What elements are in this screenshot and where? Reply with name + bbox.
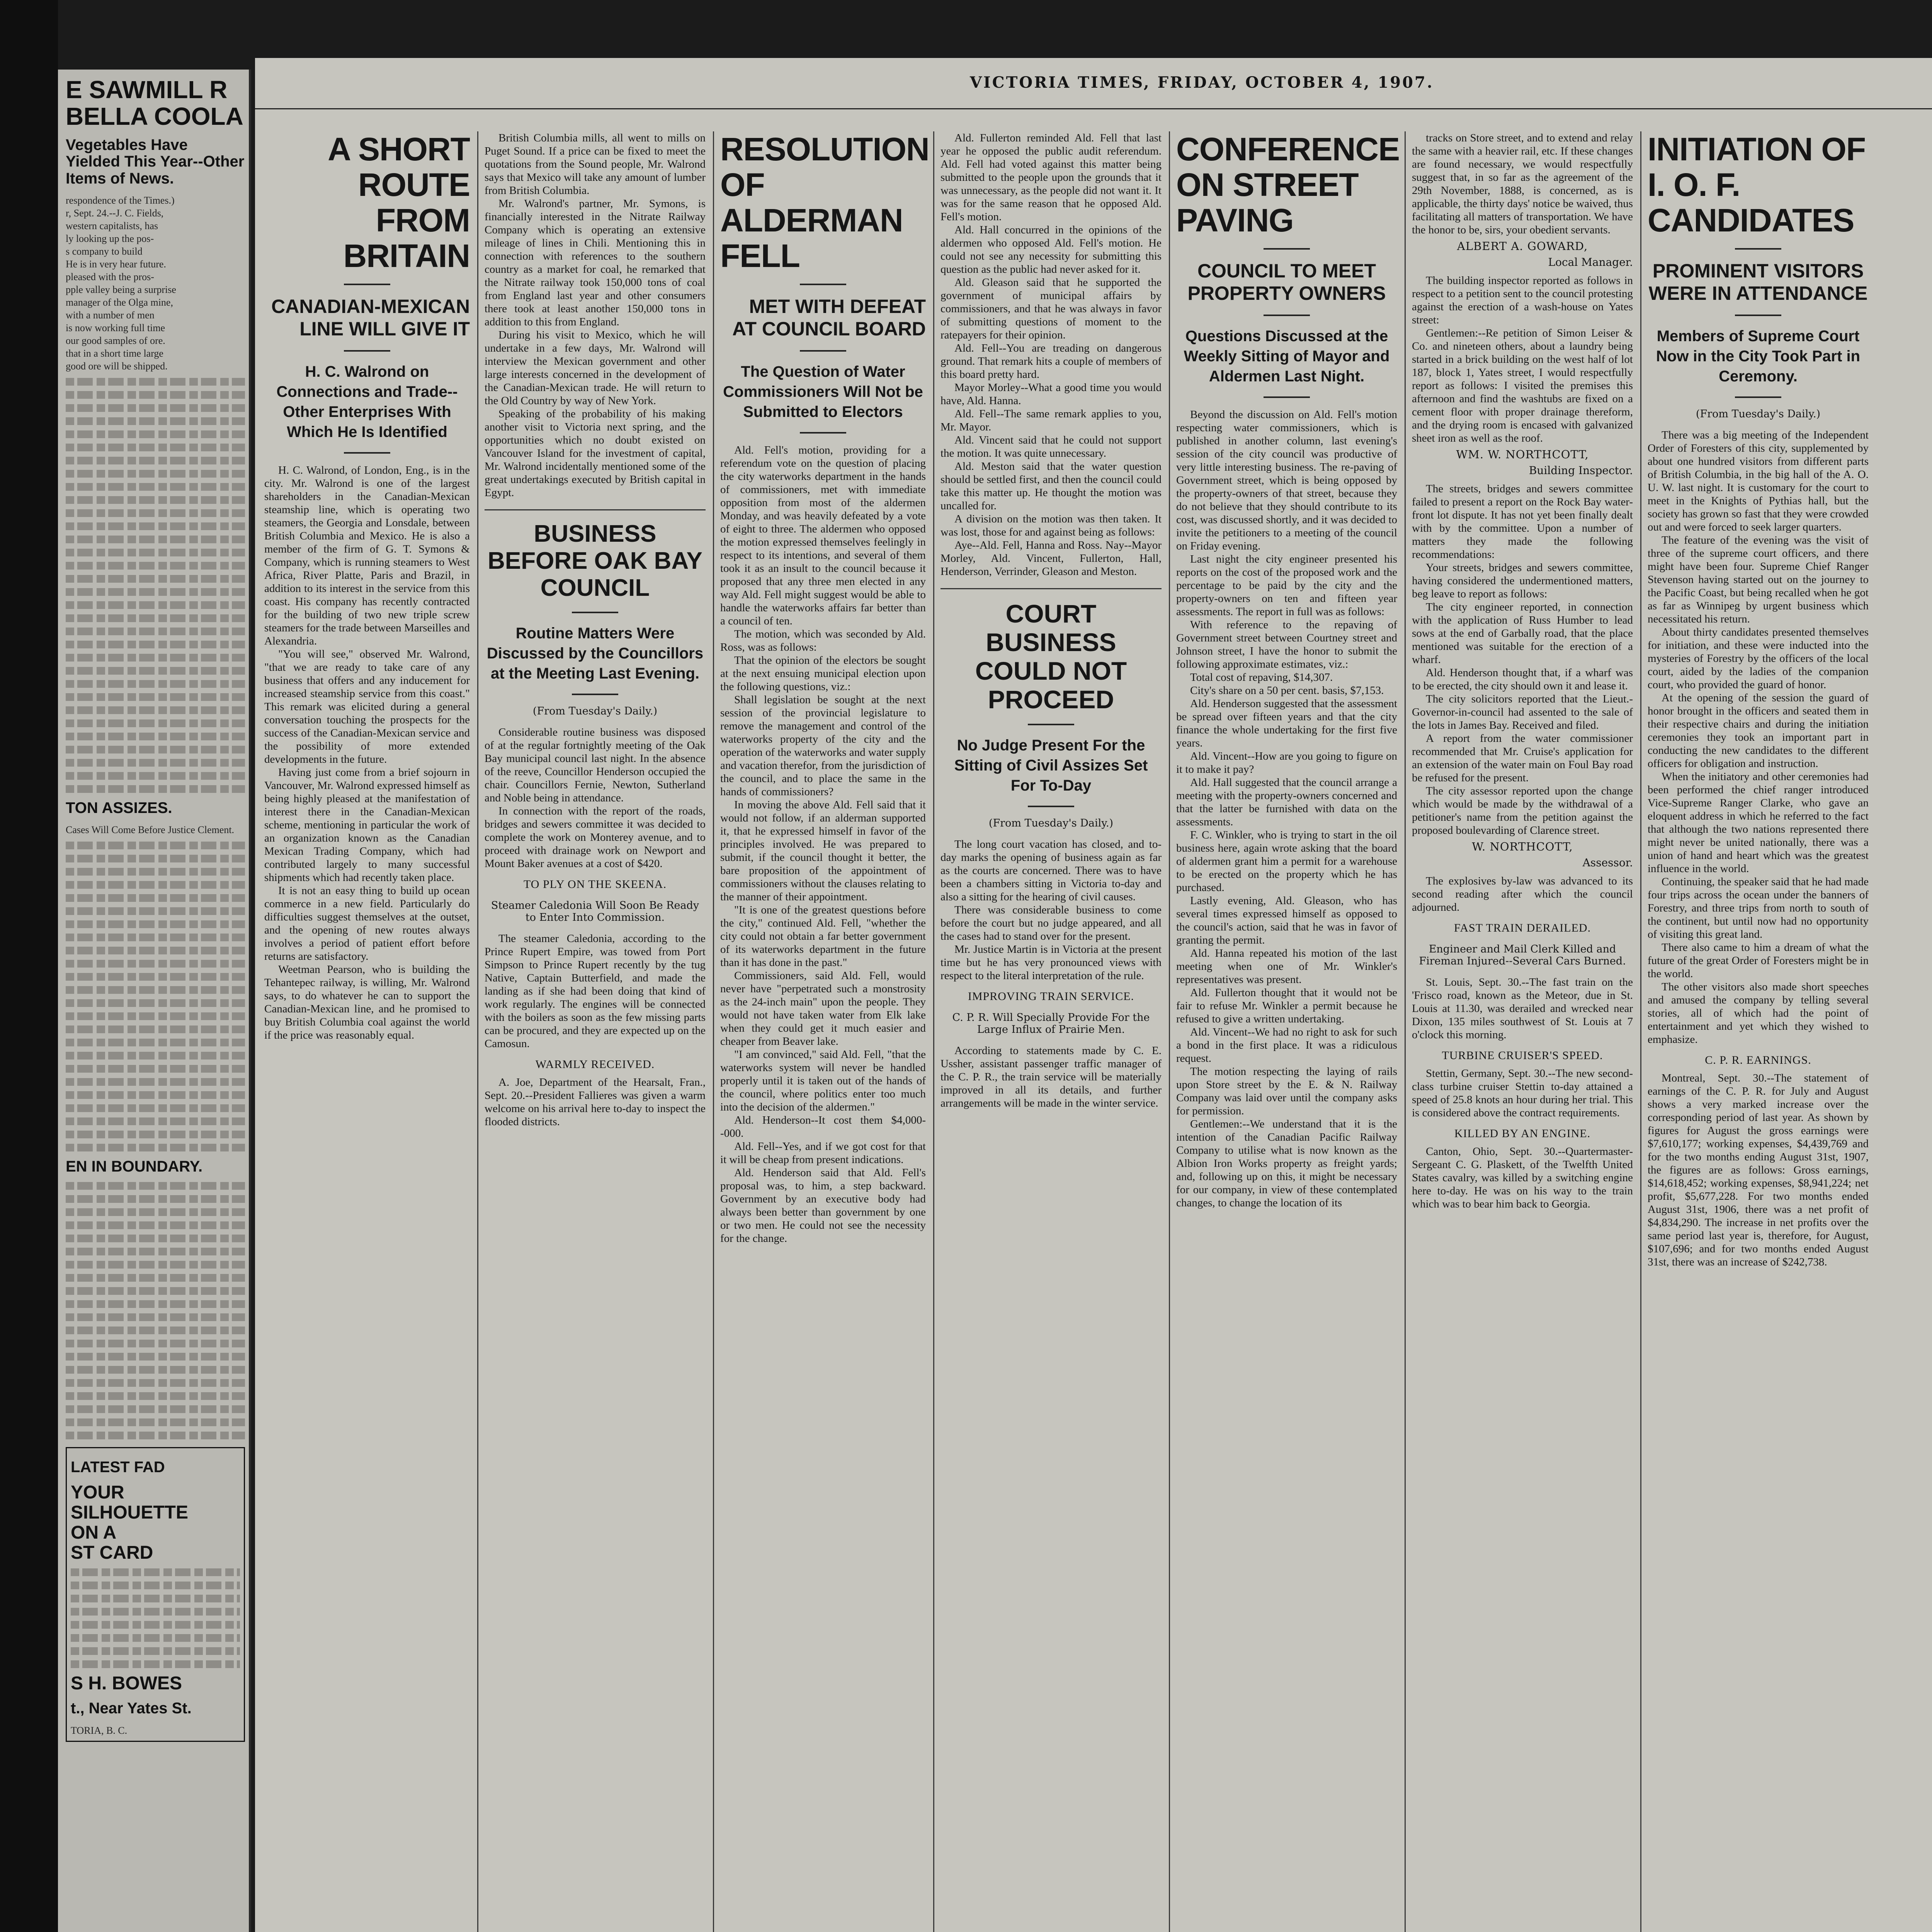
- subhead-skeena: TO PLY ON THE SKEENA.: [524, 878, 667, 891]
- paragraph: About thirty candidates presented themselves for initiation, and these were inducted into the mysteries of Forestry by the officers of the local court, aided by the ladies of the companion court, who provided the guard of honor.: [1648, 626, 1869, 691]
- article-body: [264, 464, 470, 1042]
- prev-line: western capitalists, has: [66, 220, 158, 231]
- subdeck-fast-train: Engineer and Mail Clerk Killed and Fireman Injured--Several Cars Burned.: [1419, 943, 1626, 967]
- article-body: [1412, 1067, 1633, 1119]
- paragraph: Mr. Justice Martin is in Victoria at the present time but he has very pronounced views with respect to the literal interpretation of the rule.: [940, 943, 1162, 982]
- prev-line: manager of the Olga mine,: [66, 296, 173, 308]
- headline-oak-bay: BUSINESS BEFORE OAK BAY COUNCIL: [488, 520, 702, 601]
- headline-street-paving: CONFERENCE ON STREET PAVING: [1176, 131, 1400, 238]
- paragraph: A report from the water commissioner recommended that Mr. Cruise's application for an extension of the water main on Foul Bay road be refused for the present.: [1412, 732, 1633, 784]
- prev-section-sub: Cases Will Come Before Justice Clement.: [66, 824, 235, 835]
- paragraph: Speaking of the probability of his making another visit to Victoria next spring, and the opportunities which no doubt existed on Vancouver Island for the investment of capital, Mr. Walrond incidentally mentioned some of the great undertakings executed by British capital in Egypt.: [485, 408, 706, 499]
- paragraph: There was a big meeting of the Independent Order of Foresters of this city, supplemented by about one hundred visitors from different parts of British Columbia, in the big hall of the A. O. U. W. last night. It is customary for the court to meet in the Knights of Pythias hall, but the society has grown so fast that they were crowded out and were forced to seek larger quarters.: [1648, 429, 1869, 533]
- prev-line: good ore will be shipped.: [66, 360, 168, 372]
- paragraph: "I am convinced," said Ald. Fell, "that the waterworks system will never be handled properly until it is taken out of the hands of the council, where politics enter too much into the decision of the aldermen.": [720, 1048, 926, 1113]
- ad-address: t., Near Yates St.: [71, 1700, 192, 1717]
- paragraph: Ald. Vincent said that he could not support the motion. It was quite unnecessary.: [940, 434, 1162, 459]
- column-2: [479, 131, 711, 1932]
- paragraph: Having just come from a brief sojourn in Vancouver, Mr. Walrond expressed himself as being highly pleased at the manifestation of interest there in the Canadian-Mexican scheme, mentioning in particular the work of an organization known as the Canadian Mexican Trading Company, which had contributed largely to many successful shipments which had recently taken place.: [264, 766, 470, 884]
- paragraph: Stettin, Germany, Sept. 30.--The new second-class turbine cruiser Stettin to-day attained a speed of 25.8 knots an hour during her trial. This is considered above the contract requirements.: [1412, 1067, 1633, 1119]
- article-body: [485, 932, 706, 1050]
- paragraph: Ald. Fullerton thought that it would not be fair to refuse Mr. Winkler a permit because he refused to give a written undertaking.: [1176, 986, 1397, 1025]
- paragraph: That the opinion of the electors be sought at the next ensuing municipal election upon the following questions, viz.:: [720, 654, 926, 693]
- deck-met-defeat: MET WITH DEFEAT AT COUNCIL BOARD: [732, 296, 926, 340]
- column-1: [259, 131, 475, 1932]
- paragraph: Ald. Gleason said that he supported the government of municipal affairs by commissioners, and that he was always in favor of submitting questions of moment to the ratepayers for their opinion.: [940, 276, 1162, 341]
- paragraph: Ald. Hall suggested that the council arrange a meeting with the property-owners concerned and that the latter be furnished with data on the assessments.: [1176, 776, 1397, 828]
- deck-no-judge: No Judge Present For the Sitting of Civil Assizes Set For To-Day: [954, 737, 1148, 794]
- headline-resolution-fell: RESOLUTION OF ALDERMAN FELL: [720, 131, 929, 274]
- column-5: [1171, 131, 1403, 1932]
- paragraph: F. C. Winkler, who is trying to start in the oil business here, again wrote asking that the board of aldermen grant him a permit for a warehouse to be erected on the property which he has purchased.: [1176, 829, 1397, 894]
- paragraph: Ald. Fell--The same remark applies to you, Mr. Mayor.: [940, 408, 1162, 433]
- paragraph: There also came to him a dream of what the future of the great Order of Foresters might be in the world.: [1648, 941, 1869, 980]
- paragraph: Considerable routine business was disposed of at the regular fortnightly meeting of the Oak Bay municipal council last night. In the absence of the reeve, Councillor Henderson occupied the chair. Councillors Fernie, Newton, Sutherland and Noble being in attendance.: [485, 726, 706, 804]
- paragraph: The other visitors also made short speeches and amused the company by telling several stories, all of which had the point of entertainment and yet which they wished to emphasize.: [1648, 981, 1869, 1046]
- paragraph: Ald. Fell--Yes, and if we got cost for that it will be cheap from present indications.: [720, 1140, 926, 1166]
- subhead-fast-train: FAST TRAIN DERAILED.: [1454, 922, 1591, 934]
- subhead-killed: KILLED BY AN ENGINE.: [1454, 1127, 1591, 1140]
- paragraph: The explosives by-law was advanced to its second reading after which the council adjourned.: [1412, 875, 1633, 913]
- paragraph: Gentlemen:--Re petition of Simon Leiser & Co. and nineteen others, about a laundry being started in a brick building on the west half of lot 187, block 1, Yates street, I would respectfully report as follows: I visited the premises this afternoon and find the washtubs are fixed on a cement floor with proper drainage thereform, and the drying room is encased with galvanized sheet iron as well as the roof.: [1412, 327, 1633, 444]
- prev-page-advertisement: [66, 1447, 245, 1742]
- subdeck-train-service: C. P. R. Will Specially Provide For the Large Influx of Prairie Men.: [952, 1012, 1150, 1036]
- ad-line: LATEST FAD: [71, 1459, 165, 1476]
- paragraph: At the opening of the session the guard of honor brought in the officers and seated them in their respective chairs and during the initiation ceremonies they took an important part in conducting the new candidates to the different officers for obligation and instruction.: [1648, 692, 1869, 770]
- paragraph: In moving the above Ald. Fell said that it would not follow, if an alderman supported it, that he expressed himself in favor of the principles involved. He was prepared to submit, if the council thought it better, the bare proposition of the appointment of commissioners without the clauses relating to the manner of their appointment.: [720, 799, 926, 903]
- prev-line: s company to build: [66, 245, 143, 257]
- headline-court-business: COURT BUSINESS COULD NOT PROCEED: [975, 599, 1127, 714]
- article-body: [485, 1076, 706, 1128]
- paragraph: Ald. Vincent--We had no right to ask for such a bond in the first place. It was a ridiculous request.: [1176, 1026, 1397, 1065]
- signature-northcott-assessor: W. NORTHCOTT,: [1472, 840, 1573, 853]
- scan-border-left: [0, 0, 58, 1932]
- paragraph: A. Joe, Department of the Hearsalt, Fran., Sept. 20.--President Fallieres was given a warm welcome on his arrival here to-day to inspect the flooded districts.: [485, 1076, 706, 1128]
- paragraph: Ald. Vincent--How are you going to figure on it to make it pay?: [1176, 750, 1397, 776]
- headline-short-route: A SHORT ROUTE FROM BRITAIN: [328, 131, 470, 274]
- paragraph: When the initiatory and other ceremonies had been performed the chief ranger introduced Vice-Supreme Ranger Clarke, who gave an eloquent address in which he referred to the fact that although the two nations represented there might never be united nationally, there was a union of hand and heart which was the greatest influence in the world.: [1648, 770, 1869, 875]
- paragraph: There was considerable business to come before the court but no judge appeared, and all the cases had to stand over for the present.: [940, 904, 1162, 942]
- prev-line: ly looking up the pos-: [66, 233, 154, 244]
- paragraph: With reference to the repaving of Government street between Courtney street and Johnson street, I have the honor to submit the following approximate estimates, viz.:: [1176, 619, 1397, 670]
- paragraph: Ald. Hall concurred in the opinions of the aldermen who opposed Ald. Fell's motion. He could not see any necessity for submitting this question as the public had never asked for it.: [940, 224, 1162, 276]
- paragraph: Ald. Fullerton reminded Ald. Fell that last year he opposed the public audit referendum. Ald. Fell had voted against this matter being submitted to the people upon the grounds that it was unnecessary, as the people did not want it. It was for the same reason that he opposed Ald. Fell's motion.: [940, 132, 1162, 223]
- article-body: [1176, 408, 1397, 1209]
- article-body: [1412, 976, 1633, 1041]
- signature-role: Assessor.: [1582, 856, 1633, 869]
- newspaper-page: [255, 58, 1932, 1932]
- paragraph: The city assessor reported upon the change which would be made by the withdrawal of a petitioner's name from the petition against the proposed boulevarding of Clarence street.: [1412, 785, 1633, 837]
- paragraph: In connection with the report of the roads, bridges and sewers committee it was decided to complete the work on Monterey avenue, and to proceed with drainage work on Newport and Mount Baker avenues at a cost of $420.: [485, 805, 706, 870]
- paragraph: Mayor Morley--What a good time you would have, Ald. Hanna.: [940, 381, 1162, 407]
- article-continuation: [485, 131, 706, 499]
- deck-weekly-sitting: Questions Discussed at the Weekly Sitting of Mayor and Aldermen Last Night.: [1184, 328, 1390, 385]
- paragraph: During his visit to Mexico, which he will undertake in a few days, Mr. Walrond will interview the Mexican government and other large interests concerned in the development of the Canadian-Mexican trade. He will return to the Old Country by way of New York.: [485, 329, 706, 407]
- paragraph: The motion, which was seconded by Ald. Ross, was as follows:: [720, 628, 926, 653]
- paragraph: "It is one of the greatest questions before the city," continued Ald. Fell, "whether the city could not obtain a far better government of its waterworks department in the future than it has done in the past.": [720, 904, 926, 969]
- paragraph: H. C. Walrond, of London, Eng., is in the city. Mr. Walrond is one of the largest shareholders in the Canadian-Mexican steamship line, which is operating two steamers, the Georgia and Lonsdale, between British Columbia and Mexico. He is also a member of the firm of G. T. Symons & Company, which is running steamers to West Africa, River Platte, Paris and Brazil, in addition to its interest in the service from this coast. His company has recently contracted for the building of two new triple screw steamers for the trade between Marseilles and Alexandria.: [264, 464, 470, 647]
- prev-line: that in a short time large: [66, 347, 163, 359]
- paragraph: Commissioners, said Ald. Fell, would never have "perpetrated such a monstrosity as the 24-inch main" upon the people. They would not have taken water from Elk lake when they could get it much easier and cheaper from Beaver lake.: [720, 969, 926, 1048]
- previous-page-strip: [58, 70, 251, 1932]
- paragraph: The steamer Caledonia, according to the Prince Rupert Empire, was towed from Port Simpson to Prince Rupert recently by the tug Native, Captain Butterfield, and made the landing as if she had been doing that kind of work regularly. The engines will be connected with the boilers as soon as the few missing parts can be procured, and they are expected up on the Camosun.: [485, 932, 706, 1050]
- prev-page-lines: [66, 194, 245, 372]
- paragraph: Weetman Pearson, who is building the Tehantepec railway, is willing, Mr. Walrond says, to do whatever he can to support the Canadian-Mexican line, and he promised to buy British Columbia coal against the world if the price was reasonably equal.: [264, 963, 470, 1041]
- paragraph: Ald. Henderson thought that, if a wharf was to be erected, the city should own it and lease it.: [1412, 667, 1633, 692]
- headline-initiation-iof: INITIATION OF I. O. F. CANDIDATES: [1648, 131, 1866, 238]
- article-continuation: [940, 131, 1162, 578]
- subhead-turbine: TURBINE CRUISER'S SPEED.: [1442, 1049, 1603, 1062]
- article-body: [485, 726, 706, 870]
- article-body: [1412, 1145, 1633, 1211]
- paragraph: Lastly evening, Ald. Gleason, who has several times expressed himself as opposed to the council's action, said that he was in favor of granting the permit.: [1176, 895, 1397, 946]
- ad-line: YOUR: [71, 1482, 124, 1503]
- paragraph: British Columbia mills, all went to mills on Puget Sound. If a price can be fixed to meet the quotations from the Sound people, Mr. Walrond says that Mexico will take any amount of lumber from British Columbia.: [485, 132, 706, 197]
- paragraph: City's share on a 50 per cent. basis, $7,153.: [1190, 684, 1384, 697]
- signature-role: Local Manager.: [1548, 256, 1633, 269]
- paragraph: The streets, bridges and sewers committee failed to present a report on the Rock Bay water-front lot dispute. It has not yet been finally dealt with by the committee. Upon a number of matters they made the following recommendations:: [1412, 483, 1633, 561]
- ad-line: ON A: [71, 1522, 117, 1543]
- article-body: [1412, 874, 1633, 914]
- masthead-title: VICTORIA TIMES, FRIDAY, OCTOBER 4, 1907.: [970, 73, 1434, 92]
- article-body: [1648, 429, 1869, 1046]
- paragraph: Continuing, the speaker said that he had made four trips across the ocean under the banners of Forestry, and three trips from north to south of the continent, but until now had no opportunity of visiting this great land.: [1648, 876, 1869, 940]
- article-body: [1648, 1071, 1869, 1269]
- prev-line: He is in very hear future.: [66, 258, 166, 270]
- prev-line: is now working full time: [66, 322, 165, 333]
- prev-section-head: TON ASSIZES.: [66, 799, 172, 816]
- masthead: [255, 58, 1932, 109]
- prev-line: our good samples of ore.: [66, 335, 165, 346]
- source-note: (From Tuesday's Daily.): [1696, 408, 1821, 420]
- paragraph: Montreal, Sept. 30.--The statement of earnings of the C. P. R. for July and August shows a very marked increase over the corresponding period of last year. As shown by figures for August the gross earnings were $7,610,177; working expenses, $4,439,769 and for the two months ending August 31st, 1907, the figures are as follows: Gross earnings, $14,618,452; working expenses, $8,941,224; net profit, $5,677,228. For two months ended August 31st, 1906, there was a net profit of $4,834,290. The increase in net profits over the same period last year is, therefore, for August, $107,696; and for two months ended August 31st, there was an increase of $242,738.: [1648, 1072, 1869, 1268]
- paragraph: According to statements made by C. E. Ussher, assistant passenger traffic manager of the C. P. R., the train service will be materially improved in all its details, and further arrangements will be made in the winter service.: [940, 1044, 1162, 1109]
- deck-prominent-visitors: PROMINENT VISITORS WERE IN ATTENDANCE: [1648, 260, 1868, 304]
- deck-water-commissioners: The Question of Water Commissioners Will Not be Submitted to Electors: [723, 363, 923, 420]
- paragraph: Ald. Henderson suggested that the assessment be spread over fifteen years and that the city finance the whole undertaking for the first five years.: [1176, 697, 1397, 749]
- prev-line: pple valley being a surprise: [66, 284, 176, 295]
- signature-goward: ALBERT A. GOWARD,: [1457, 240, 1588, 253]
- deck-walrond: H. C. Walrond on Connections and Trade--Other Enterprises With Which He Is Identified: [276, 363, 458, 440]
- paragraph: Mr. Walrond's partner, Mr. Symons, is financially interested in the Nitrate Railway Company which is operating an extensive mileage of lines in Chili. Mentioning this in connection with references to the southern country as a market for coal, he remarked that the Nitrate railway took 150,000 tons of coal from England last year and other consumers there took at least another 150,000 tons in addition to this from England.: [485, 197, 706, 328]
- ad-line: ST CARD: [71, 1542, 153, 1563]
- deck-canadian-mexican: CANADIAN-MEXICAN LINE WILL GIVE IT: [271, 296, 470, 340]
- prev-line: r, Sept. 24.--J. C. Fields,: [66, 207, 164, 219]
- article-body: [1412, 482, 1633, 837]
- source-note: (From Tuesday's Daily.): [988, 817, 1114, 829]
- paragraph: tracks on Store street, and to extend and relay the same with a heavier rail, etc. If these changes are found necessary, we would respectfully suggest that, in so far as the agreement of the 29th November, 1888, is concerned, as is applicable, the thirty days' notice be waived, thus facilitating all matters of transportation. We have the honor to be, sirs, your obedient servants.: [1412, 132, 1633, 236]
- paragraph: Ald. Meston said that the water question should be settled first, and then the council could take this matter up. He thought the motion was uncalled for.: [940, 460, 1162, 512]
- ad-name: S H. BOWES: [71, 1673, 182, 1694]
- paragraph: Last night the city engineer presented his reports on the cost of the proposed work and the percentage to be paid by the city and the property-owners on ten and fifteen year assessments. The report in full was as follows:: [1176, 553, 1397, 618]
- article-body: [1412, 274, 1633, 445]
- prev-line: pleased with the pros-: [66, 271, 154, 282]
- column-4: [935, 131, 1167, 1932]
- paragraph: The building inspector reported as follows in respect to a petition sent to the council protesting against the erection of a wash-house on Yates street:: [1412, 274, 1633, 326]
- paragraph: The feature of the evening was the visit of three of the supreme court officers, and there might have been four. Supreme Chief Ranger Stevenson having started out on the journey to the Pacific Coast, but being recalled when he got as far as Winnipeg by urgent business which necessitated his return.: [1648, 534, 1869, 625]
- article-body: [720, 444, 926, 1245]
- prev-page-headline: E SAWMILL R BELLA COOLA: [66, 76, 243, 131]
- subhead-train-service: IMPROVING TRAIN SERVICE.: [968, 990, 1134, 1003]
- deck-supreme-court: Members of Supreme Court Now in the City Took Part in Ceremony.: [1656, 328, 1861, 385]
- source-note: (From Tuesday's Daily.): [532, 705, 658, 717]
- column-3: [715, 131, 931, 1932]
- prev-page-subhead: Vegetables Have Yielded This Year--Other Items of News.: [66, 136, 245, 187]
- paragraph: The city solicitors reported that the Lieut.-Governor-in-council had assented to the sale of the lots in James Bay. Received and filed.: [1412, 693, 1633, 731]
- subhead-cpr-earnings: C. P. R. EARNINGS.: [1705, 1054, 1811, 1066]
- paragraph: Aye--Ald. Fell, Hanna and Ross. Nay--Mayor Morley, Ald. Vincent, Fullerton, Hall, Henderson, Verrinder, Gleason and Meston.: [940, 539, 1162, 578]
- prev-line: with a number of men: [66, 309, 155, 321]
- paragraph: Ald. Henderson said that Ald. Fell's proposal was, to him, a step backward. Government by an executive body had always been better than government by one or two men. He could not see the necessity for the change.: [720, 1167, 926, 1245]
- paragraph: Ald. Fell--You are treading on dangerous ground. That remark hits a couple of members of this board pretty hard.: [940, 342, 1162, 381]
- paragraph: Your streets, bridges and sewers committee, having considered the undermentioned matters, beg leave to report as follows:: [1412, 561, 1633, 600]
- prev-section-head-2: EN IN BOUNDARY.: [66, 1158, 203, 1175]
- ad-line: SILHOUETTE: [71, 1502, 189, 1523]
- subdeck-skeena: Steamer Caledonia Will Soon Be Ready to Enter Into Commission.: [491, 900, 699, 923]
- article-body: [940, 1044, 1162, 1110]
- column-6: [1406, 131, 1638, 1932]
- paragraph: The long court vacation has closed, and to-day marks the opening of business again as far as the courts are concerned. There was to have been a chambers sitting in Victoria to-day and also a sitting for the hearing of civil causes.: [940, 838, 1162, 903]
- paragraph: A division on the motion was then taken. It was lost, those for and against being as follows:: [940, 513, 1162, 538]
- signature-role: Building Inspector.: [1529, 464, 1633, 477]
- subhead-warmly: WARMLY RECEIVED.: [535, 1058, 655, 1071]
- article-body: [940, 838, 1162, 982]
- ad-city: TORIA, B. C.: [71, 1725, 128, 1736]
- paragraph: Gentlemen:--We understand that it is the intention of the Canadian Pacific Railway Company to utilise what is now known as the Albion Iron Works property as freight yards; and, following up on this, it might be necessary for our company, in view of these contemplated changes, to change the location of its: [1176, 1118, 1397, 1209]
- deck-oak-bay: Routine Matters Were Discussed by the Councillors at the Meeting Last Evening.: [486, 625, 704, 682]
- column-7: [1642, 131, 1874, 1932]
- article-continuation: [1412, 131, 1633, 236]
- paragraph: Canton, Ohio, Sept. 30.--Quartermaster-Sergeant C. G. Plaskett, of the Twelfth United States cavalry, was killed by a switching engine here to-day. He was on his way to the train which was to bear him back to Georgia.: [1412, 1145, 1633, 1210]
- paragraph: It is not an easy thing to build up ocean commerce in a new field. Particularly do difficulties suggest themselves at the outset, and the opening of new routes always involves a period of patient effort before returns are satisfactory.: [264, 884, 470, 963]
- paragraph: Beyond the discussion on Ald. Fell's motion respecting water commissioners, which is published in another column, last evening's session of the city council was productive of very little interesting business. The re-paving of Government street, which is being opposed by the property-owners of that street, because they do not believe that they should contribute to its cost, was discussed shortly, and it was decided to invite the petitioners to a meeting of the council on Friday evening.: [1176, 408, 1397, 552]
- paragraph: The motion respecting the laying of rails upon Store street by the E. & N. Railway Company was laid over until the company asks for permission.: [1176, 1065, 1397, 1117]
- prev-line: respondence of the Times.): [66, 194, 175, 206]
- paragraph: St. Louis, Sept. 30.--The fast train on the 'Frisco road, known as the Meteor, due in St. Louis at 11.30, was derailed and wrecked near Dixon, 135 miles southwest of St. Louis at 7 o'clock this morning.: [1412, 976, 1633, 1041]
- paragraph: Shall legislation be sought at the next session of the provincial legislature to remove the management and control of the waterworks property of the city and the operation of the waterworks and water supply and vacation therefor, from the jurisdiction of the council, and to place the same in the hands of commissioners?: [720, 694, 926, 798]
- paragraph: Ald. Henderson--It cost them $4,000--000.: [720, 1114, 926, 1139]
- paragraph: Total cost of repaving, $14,307.: [1190, 671, 1333, 684]
- paragraph: The city engineer reported, in connection with the application of Russ Humber to lead sows at the end of Garbally road, that the place mentioned was suitable for the erection of a wharf.: [1412, 601, 1633, 666]
- paragraph: Ald. Hanna repeated his motion of the last meeting when one of Mr. Winkler's representatives was present.: [1176, 947, 1397, 986]
- paragraph: "You will see," observed Mr. Walrond, "that we are ready to take care of any business that offers and any inducement for increased steamship service from this coast." This remark was elicited during a general conversation touching the prospects for the success of the Canadian-Mexican service and the possibility of more extended developments in the future.: [264, 648, 470, 765]
- signature-northcott: WM. W. NORTHCOTT,: [1456, 448, 1589, 461]
- deck-property-owners: COUNCIL TO MEET PROPERTY OWNERS: [1187, 260, 1386, 304]
- paragraph: Ald. Fell's motion, providing for a referendum vote on the question of placing the city waterworks department in the hands of commissioners, met with immediate opposition from most of the aldermen Monday, and was heavily defeated by a vote of eight to three. The aldermen who opposed the motion expressed themselves feelingly in respect to its intentions, and several of them took it as an insult to the council because it proposed that any three men elected in any way Ald. Fell might suggest would be able to handle the waterworks affairs far better than a council of ten.: [720, 444, 926, 627]
